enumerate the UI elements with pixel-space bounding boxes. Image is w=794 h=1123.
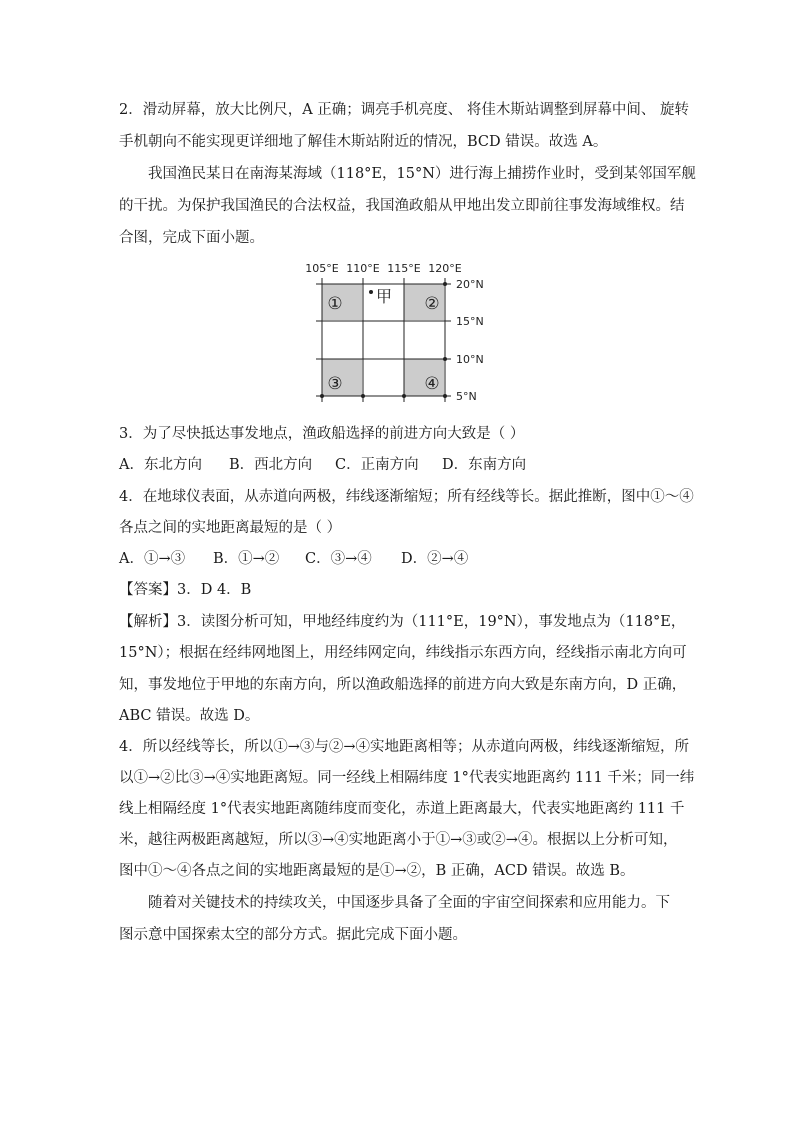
q3-option-c: C．正南方向 xyxy=(335,457,419,473)
q4-option-a: A．①→③ xyxy=(119,551,186,567)
lat-label-15: 15°N xyxy=(456,315,484,328)
q2-explanation-line-2: 手机朝向不能实现更详细地了解佳木斯站附近的情况，BCD 错误。故选 A。 xyxy=(119,134,608,150)
explanation-3-line-3: 知，事发地位于甲地的东南方向，所以渔政船选择的前进方向大致是东南方向，D 正确， xyxy=(119,677,687,693)
jia-location-dot xyxy=(369,290,373,294)
point-label-2: ② xyxy=(424,294,440,314)
grid-svg xyxy=(300,256,500,408)
intro-line-3: 合图，完成下面小题。 xyxy=(119,230,264,246)
explanation-4-line-3: 线上相隔经度 1°代表实地距离随纬度而变化，赤道上距离最大，代表实地距离约 111 千 xyxy=(119,801,685,817)
q2-explanation-line-1: 2．滑动屏幕，放大比例尺，A 正确；调亮手机亮度、 将佳木斯站调整到屏幕中间、 旋转 xyxy=(119,102,690,118)
q3-option-a: A．东北方向 xyxy=(119,457,202,473)
intro-line-2: 的干扰。为保护我国渔民的合法权益，我国渔政船从甲地出发立即前往事发海域维权。结 xyxy=(119,198,685,214)
lat-label-10: 10°N xyxy=(456,353,484,366)
point-label-4: ④ xyxy=(424,374,440,394)
question-4-options xyxy=(119,549,679,569)
question-4-line-1: 4．在地球仪表面，从赤道向两极，纬线逐渐缩短；所有经线等长。据此推断，图中①～④ xyxy=(119,489,694,505)
intro-line-1: 我国渔民某日在南海某海域（118°E，15°N）进行海上捕捞作业时，受到某邻国军舰 xyxy=(148,166,696,182)
explanation-4-line-4: 米，越往两极距离越短，所以③→④实地距离小于①→③或②→④。根据以上分析可知， xyxy=(119,832,678,848)
answer-line: 【答案】3．D 4．B xyxy=(119,582,252,598)
question-3-options xyxy=(119,455,679,475)
q4-option-d: D．②→④ xyxy=(401,551,469,567)
lon-label-110: 110°E xyxy=(346,262,380,275)
question-4-line-2: 各点之间的实地距离最短的是（ ） xyxy=(119,520,342,536)
lat-label-20: 20°N xyxy=(456,278,484,291)
explanation-3-line-2: 15°N）；根据在经纬网地图上，用经纬网定向，纬线指示东西方向，经线指示南北方向可 xyxy=(119,645,687,661)
q4-option-b: B．①→② xyxy=(213,551,280,567)
next-intro-line-1: 随着对关键技术的持续攻关，中国逐步具备了全面的宇宙空间探索和应用能力。下 xyxy=(148,895,670,911)
lon-label-115: 115°E xyxy=(387,262,421,275)
question-3: 3．为了尽快抵达事发地点，渔政船选择的前进方向大致是（ ） xyxy=(119,426,525,442)
lat-lon-grid-map xyxy=(300,256,500,408)
point-label-3: ③ xyxy=(327,374,343,394)
explanation-4-line-2: 以①→②比③→④实地距离短。同一经线上相隔纬度 1°代表实地距离约 111 千米；同一纬 xyxy=(119,770,695,786)
lon-label-120: 120°E xyxy=(428,262,462,275)
point-label-1: ① xyxy=(327,294,343,314)
q3-option-d: D．东南方向 xyxy=(442,457,527,473)
explanation-3-line-4: ABC 错误。故选 D。 xyxy=(119,708,260,724)
lon-label-105: 105°E xyxy=(305,262,339,275)
explanation-4-line-1: 4．所以经线等长，所以①→③与②→④实地距离相等；从赤道向两极，纬线逐渐缩短，所 xyxy=(119,739,690,755)
explanation-3-line-1: 【解析】3．读图分析可知，甲地经纬度约为（111°E，19°N），事发地点为（118°E， xyxy=(119,614,686,630)
jia-label: 甲 xyxy=(375,287,393,306)
q4-option-c: C．③→④ xyxy=(305,551,372,567)
next-intro-line-2: 图示意中国探索太空的部分方式。据此完成下面小题。 xyxy=(119,927,467,943)
explanation-4-line-5: 图中①～④各点之间的实地距离最短的是①→②，B 正确，ACD 错误。故选 B。 xyxy=(119,863,635,879)
q3-option-b: B．西北方向 xyxy=(229,457,313,473)
lat-label-5: 5°N xyxy=(456,390,477,403)
